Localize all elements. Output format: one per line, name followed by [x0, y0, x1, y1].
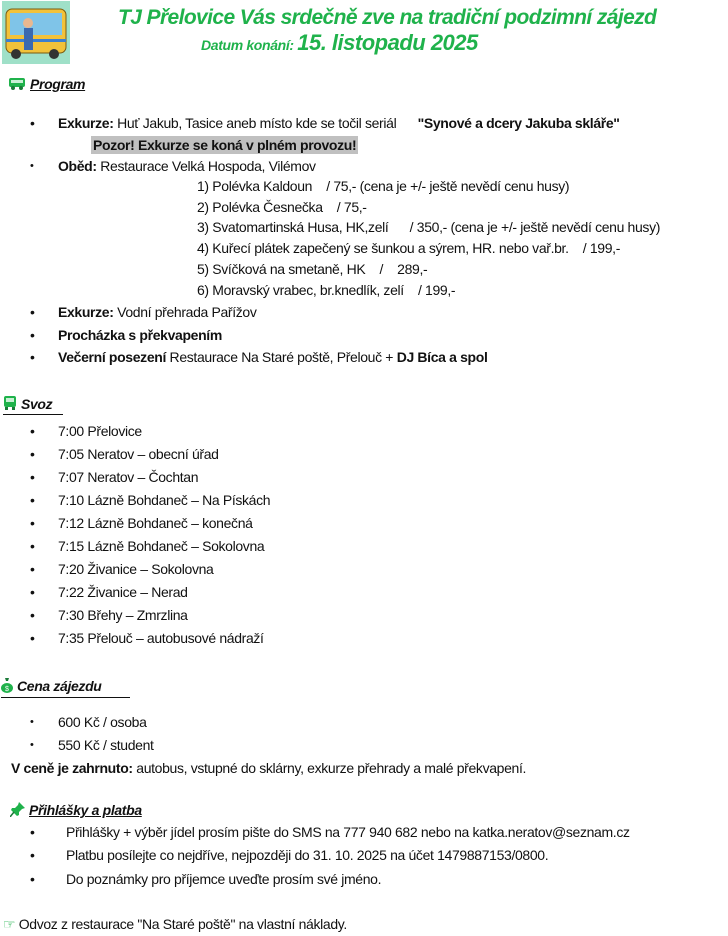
cena-heading	[1, 677, 130, 698]
price-item: 550 Kč / student	[58, 737, 154, 753]
pickup-stop: 7:20 Živanice – Sokolovna	[58, 561, 214, 577]
section-title: Program	[30, 76, 86, 92]
bullet: •	[30, 630, 35, 646]
pickup-stop: 7:35 Přelouč – autobusové nádraží	[58, 630, 264, 646]
pickup-stop: 7:15 Lázně Bohdaneč – Sokolovna	[58, 538, 265, 554]
pushpin-icon	[10, 802, 25, 821]
footer-note: ☞ Odvoz z restaurace "Na Staré poště" na vlastní náklady.	[3, 916, 347, 932]
registration-item: Přihlášky + výběr jídel prosím pište do SMS na 777 940 682 nebo na katka.neratov@seznam.cz	[66, 824, 630, 840]
program-item-vecer: Večerní posezení Restaurace Na Staré poště, Přelouč + DJ Bíca a spol	[58, 349, 488, 365]
bus-illustration	[2, 1, 70, 64]
bullet: •	[30, 446, 35, 462]
price-included: V ceně je zahrnuto: autobus, vstupné do sklárny, exkurze přehrady a malé překvapení.	[11, 760, 527, 776]
prihlasky-heading	[10, 801, 142, 821]
pickup-stop: 7:22 Živanice – Nerad	[58, 584, 188, 600]
pickup-stop: 7:05 Neratov – obecní úřad	[58, 446, 219, 462]
program-item-obed: Oběd: Restaurace Velká Hospoda, Vilémov	[58, 158, 316, 174]
menu-item: 2) Polévka Česnečka / 75,-	[197, 199, 367, 215]
date-label: Datum konání:	[201, 37, 294, 53]
registration-item: Platbu posílejte co nejdříve, nejpozději do 31. 10. 2025 na účet 1479887153/0800.	[66, 847, 549, 863]
pickup-stop: 7:00 Přelovice	[58, 423, 142, 439]
bullet: •	[30, 492, 35, 508]
price-item: 600 Kč / osoba	[58, 714, 147, 730]
menu-item: 1) Polévka Kaldoun / 75,- (cena je +/- ještě nevědí cenu husy)	[197, 178, 570, 194]
bullet: •	[30, 607, 35, 623]
pickup-stop: 7:30 Břehy – Zmrzlina	[58, 607, 188, 623]
menu-item: 4) Kuřecí plátek zapečený se šunkou a sýrem, HR. nebo vař.br. / 199,-	[197, 240, 621, 256]
page-title: TJ Přelovice Vás srdečně zve na tradiční podzimní zájezd	[118, 6, 657, 29]
program-item-exkurze-2: Exkurze: Vodní přehrada Pařížov	[58, 304, 257, 320]
bullet: •	[30, 469, 35, 485]
menu-item: 5) Svíčková na smetaně, HK / 289,-	[197, 261, 428, 277]
bullet: •	[30, 515, 35, 531]
warning-note: Pozor! Exkurze se koná v plném provozu!	[93, 137, 357, 153]
pickup-stop: 7:12 Lázně Bohdaneč – konečná	[58, 515, 253, 531]
program-item-exkurze: Exkurze: Huť Jakub, Tasice aneb místo kde se točil seriál "Synové a dcery Jakuba skláře"	[58, 115, 620, 131]
pickup-stop: 7:07 Neratov – Čochtan	[58, 469, 199, 485]
event-date	[201, 30, 478, 55]
bullet: •	[30, 584, 35, 600]
bus-front-icon	[3, 396, 17, 414]
bus-icon	[8, 76, 26, 94]
program-heading	[8, 75, 85, 94]
date-value: 15. listopadu 2025	[297, 30, 478, 55]
section-title: Cena zájezdu	[17, 678, 102, 694]
menu-item: 6) Moravský vrabec, br.knedlík, zelí / 199,-	[197, 282, 456, 298]
bullet: •	[30, 538, 35, 554]
pickup-stop: 7:10 Lázně Bohdaneč – Na Pískách	[58, 492, 271, 508]
menu-item: 3) Svatomartinská Husa, HK,zelí / 350,- (cena je +/- ještě nevědí cenu husy)	[197, 219, 661, 235]
svoz-heading	[3, 395, 63, 415]
svg-text:$: $	[5, 685, 9, 693]
registration-item: Do poznámky pro příjemce uveďte prosím své jméno.	[66, 871, 382, 887]
section-title: Svoz	[21, 396, 53, 412]
bullet: •	[30, 423, 35, 439]
money-bag-icon	[1, 678, 13, 697]
section-title: Přihlášky a platba	[29, 802, 142, 818]
program-item-prochazka: Procházka s překvapením	[58, 327, 222, 343]
bullet: •	[30, 561, 35, 577]
pointing-hand-icon: ☞	[3, 916, 16, 932]
